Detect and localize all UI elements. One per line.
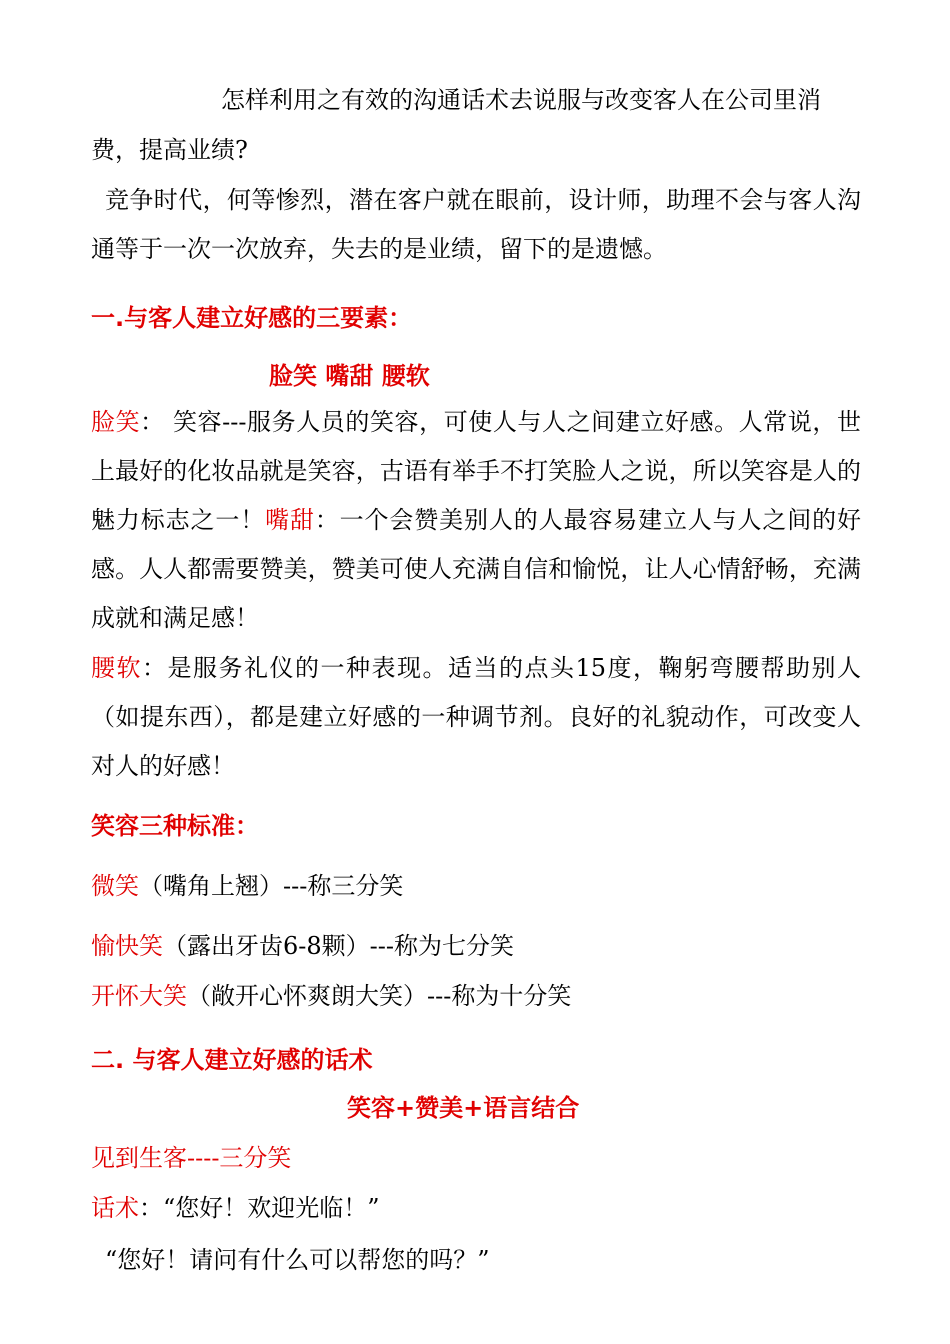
- sweet-label: 嘴甜: [265, 506, 315, 534]
- section2-heading: 二. 与客人建立好感的话术: [91, 1046, 373, 1074]
- smile-standard-item: [91, 976, 571, 1011]
- smile-standard-item: [91, 926, 514, 961]
- section1-subheading: 脸笑 嘴甜 腰软: [269, 362, 430, 390]
- smile-standard-text: （敞开心怀爽朗大笑）---称为十分笑: [187, 982, 572, 1010]
- smile-standard-item: [91, 866, 403, 901]
- new-guest-line: 见到生客----三分笑: [91, 1144, 292, 1172]
- sweet-text: ：一个会赞美别人的人最容易建立人与人之间的好感。人人都需要赞美，赞美可使人充满自信和愉悦，让人心情舒畅，充满成就和满足感！: [91, 506, 862, 632]
- intro-title-line1: 怎样利用之有效的沟通话术去说服与改变客人在公司里消: [221, 86, 821, 114]
- section2-subheading: 笑容+赞美+语言结合: [347, 1094, 580, 1122]
- smile-standard-text: （嘴角上翘）---称三分笑: [139, 872, 404, 900]
- smile-label: 脸笑: [91, 408, 141, 436]
- smile-standard-label: 开怀大笑: [91, 982, 187, 1010]
- smile-standard-text: （露出牙齿6-8颗）---称为七分笑: [163, 932, 514, 960]
- section1-heading: 一.与客人建立好感的三要素：: [91, 304, 413, 332]
- soft-label: 腰软: [91, 654, 142, 682]
- script-label: 话术: [91, 1194, 139, 1222]
- soft-paragraph: [91, 644, 861, 791]
- intro-title-line2: 费，提高业绩?: [91, 136, 248, 164]
- smile-standard-label: 微笑: [91, 872, 139, 900]
- smile-text: ： 笑容---服务人员的笑容，可使人与人之间建立好感。人常说，世上最好的化妆品就是笑容，古语有举手不打笑脸人之说，所以笑容是人的魅力标志之一！: [91, 408, 861, 534]
- smile-sweet-paragraph: [91, 398, 861, 643]
- smile-standards-heading: 笑容三种标准：: [91, 812, 259, 840]
- intro-paragraph: 竞争时代，何等惨烈，潜在客户就在眼前，设计师，助理不会与客人沟通等于一次一次放弃，失去的是业绩，留下的是遗憾。: [91, 186, 861, 263]
- script-text: ：“您好！欢迎光临！”: [139, 1194, 380, 1222]
- script-line2: “您好！请问有什么可以帮您的吗？”: [105, 1246, 490, 1274]
- smile-standard-label: 愉快笑: [91, 932, 163, 960]
- soft-text: ：是服务礼仪的一种表现。适当的点头15度，鞠躬弯腰帮助别人（如提东西），都是建立好感的一种调节剂。良好的礼貌动作，可改变人对人的好感！: [91, 654, 861, 780]
- script-line1: [91, 1188, 380, 1223]
